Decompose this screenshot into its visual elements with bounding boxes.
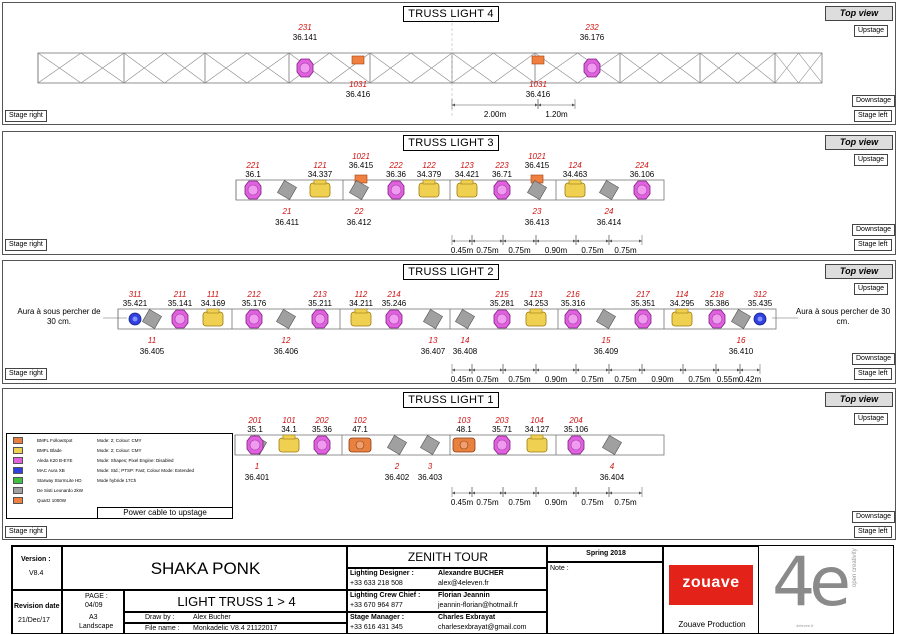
fixture-number: 13 bbox=[428, 336, 438, 345]
dimension-label: 0.75m bbox=[476, 498, 499, 507]
fixture-stormlite-24[interactable] bbox=[599, 180, 618, 199]
fixture-quartz-1031[interactable] bbox=[532, 56, 544, 64]
fixture-address: 36.414 bbox=[596, 218, 622, 227]
tour-cell bbox=[347, 546, 547, 568]
fixture-blade-101[interactable] bbox=[279, 435, 299, 452]
fixture-address: 36.410 bbox=[728, 347, 754, 356]
fixture-aleda-222[interactable] bbox=[388, 181, 404, 199]
fixture-address: 36.413 bbox=[524, 218, 550, 227]
draw-by-label: Draw by : bbox=[145, 614, 175, 621]
fixture-number: 231 bbox=[298, 23, 312, 32]
sm-name: Charles Exbrayat bbox=[438, 614, 496, 621]
top-view-button[interactable]: Top view bbox=[825, 135, 893, 150]
artist-cell bbox=[62, 546, 347, 590]
ld-cell bbox=[347, 568, 547, 590]
fixture-aleda-223[interactable] bbox=[494, 181, 510, 199]
aura-note-left: Aura à sous percher de 30 cm. bbox=[17, 307, 101, 326]
fixture-number: 1031 bbox=[529, 80, 547, 89]
panel-title: TRUSS LIGHT 3 bbox=[403, 135, 499, 151]
legend-fixture-mode: Mode: 2; Colour: CMY bbox=[97, 438, 142, 443]
fixture-address: 36.416 bbox=[345, 90, 371, 99]
stage-left-button[interactable]: Stage left bbox=[854, 368, 892, 380]
file-cell bbox=[124, 623, 347, 634]
dimension-label: 0.55m bbox=[716, 375, 740, 384]
fixture-number: 222 bbox=[389, 161, 403, 170]
dimension-label: 0.75m bbox=[508, 246, 531, 255]
fixture-stormlite-16[interactable] bbox=[731, 309, 750, 328]
fixture-aleda-231[interactable] bbox=[297, 59, 313, 77]
fixture-blade-122[interactable] bbox=[419, 180, 439, 197]
fixture-address: 34.463 bbox=[562, 170, 588, 179]
downstage-button[interactable]: Downstage bbox=[852, 511, 895, 523]
fixture-aleda-215[interactable] bbox=[494, 310, 510, 328]
dimension-label: 0.45m bbox=[450, 375, 474, 384]
fixture-number: 232 bbox=[585, 23, 599, 32]
fixture-number: 1021 bbox=[528, 152, 546, 161]
fixture-number: 224 bbox=[635, 161, 649, 170]
fixture-stormlite-22[interactable] bbox=[349, 180, 368, 199]
fixture-aleda-218[interactable] bbox=[709, 310, 725, 328]
company-name: Zouave Production bbox=[678, 620, 746, 629]
fixture-blade-113[interactable] bbox=[526, 309, 546, 326]
top-view-button[interactable]: Top view bbox=[825, 392, 893, 407]
fixture-number: 201 bbox=[248, 416, 262, 425]
logo-4e-tagline: open creativity bbox=[852, 548, 858, 587]
fixture-aleda-216[interactable] bbox=[565, 310, 581, 328]
fixture-address: 34.127 bbox=[524, 425, 550, 434]
fixture-address: 34.379 bbox=[416, 170, 442, 179]
fixture-number: 312 bbox=[753, 290, 767, 299]
stage-right-button[interactable]: Stage right bbox=[5, 526, 47, 538]
revision-cell bbox=[12, 590, 62, 634]
version-value: V8.4 bbox=[29, 570, 44, 577]
fixture-address: 35.71 bbox=[491, 425, 513, 434]
fixture-stormlite-13[interactable] bbox=[423, 309, 442, 328]
fixture-number: 102 bbox=[353, 416, 367, 425]
dimension-line-1 bbox=[452, 487, 642, 497]
fixture-address: 35.106 bbox=[563, 425, 589, 434]
fixture-address: 36.403 bbox=[417, 473, 443, 482]
draw-by-value: Alex Bucher bbox=[193, 614, 231, 621]
stage-right-button[interactable]: Stage right bbox=[5, 239, 47, 251]
fixture-number: 24 bbox=[604, 207, 614, 216]
fixture-stormlite-12[interactable] bbox=[276, 309, 295, 328]
page-value: 04/09 bbox=[85, 602, 103, 609]
fixture-aleda-213[interactable] bbox=[312, 310, 328, 328]
fixture-number: 121 bbox=[313, 161, 327, 170]
fixture-aleda-212[interactable] bbox=[246, 310, 262, 328]
dimension-label: 2.00m bbox=[483, 110, 507, 119]
fixture-number: 202 bbox=[315, 416, 329, 425]
revision-label: Revision date bbox=[14, 603, 60, 610]
fixture-address: 35.435 bbox=[747, 299, 773, 308]
fixture-number: 213 bbox=[313, 290, 327, 299]
fixture-stormlite-23[interactable] bbox=[527, 180, 546, 199]
dimension-line-4 bbox=[452, 99, 575, 109]
dimension-label: 0.75m bbox=[614, 246, 637, 255]
note-label: Note : bbox=[550, 565, 569, 572]
version-label: Version : bbox=[21, 556, 51, 563]
legend-fixture-name: De Sisti Leonardo 2kW bbox=[37, 488, 84, 493]
file-label: File name : bbox=[145, 625, 180, 632]
legend-fixture-name: Starway StormLite HD bbox=[37, 478, 82, 483]
downstage-button[interactable]: Downstage bbox=[852, 95, 895, 107]
fixture-aleda-201[interactable] bbox=[247, 436, 263, 454]
fixture-address: 36.106 bbox=[629, 170, 655, 179]
fixture-blade-123[interactable] bbox=[457, 180, 477, 197]
fixture-aleda-211[interactable] bbox=[172, 310, 188, 328]
stage-left-button[interactable]: Stage left bbox=[854, 239, 892, 251]
fixture-number: 123 bbox=[460, 161, 474, 170]
fixture-stormlite-4[interactable] bbox=[602, 435, 621, 454]
sm-mail: charlesexbrayat@gmail.com bbox=[438, 624, 527, 631]
legend-fixture-name: Aleda K20 B-EYE bbox=[37, 458, 73, 463]
top-view-button[interactable]: Top view bbox=[825, 264, 893, 279]
fixture-stormlite-14[interactable] bbox=[455, 309, 474, 328]
fixture-number: 23 bbox=[532, 207, 542, 216]
dimension-line-2 bbox=[452, 364, 760, 374]
legend-fixture-name: BMFL Blade bbox=[37, 448, 62, 453]
fixture-aleda-214[interactable] bbox=[386, 310, 402, 328]
fixture-number: 122 bbox=[422, 161, 436, 170]
fixture-address: 35.351 bbox=[630, 299, 656, 308]
fixture-address: 34.253 bbox=[523, 299, 549, 308]
fixture-address: 36.141 bbox=[292, 33, 318, 42]
fixture-address: 36.402 bbox=[384, 473, 410, 482]
dimension-label: 0.75m bbox=[508, 498, 531, 507]
fixture-address: 34.1 bbox=[281, 425, 297, 434]
sm-label: Stage Manager : bbox=[350, 614, 405, 621]
dimension-label: 0.42m bbox=[738, 375, 762, 384]
fixture-address: 35.141 bbox=[167, 299, 193, 308]
dimension-label: 0.45m bbox=[450, 498, 474, 507]
lcc-name: Florian Jeannin bbox=[438, 592, 490, 599]
tour-name: ZENITH TOUR bbox=[407, 550, 489, 564]
fixture-address: 35.1 bbox=[247, 425, 263, 434]
fixture-address: 34.337 bbox=[307, 170, 333, 179]
dimension-label: 0.45m bbox=[450, 246, 474, 255]
fixture-address: 36.1 bbox=[245, 170, 261, 179]
file-value: Monkadelic V8.4 21122017 bbox=[193, 625, 278, 632]
fixture-aleda-217[interactable] bbox=[635, 310, 651, 328]
lcc-label: Lighting Crew Chief : bbox=[350, 592, 421, 599]
fixture-address: 36.415 bbox=[348, 161, 374, 170]
dimension-label: 0.90m bbox=[544, 375, 568, 384]
dimension-label: 0.90m bbox=[651, 375, 674, 384]
fixture-address: 35.316 bbox=[560, 299, 586, 308]
stage-right-button[interactable]: Stage right bbox=[5, 110, 47, 122]
fixture-number: 1031 bbox=[349, 80, 367, 89]
top-view-button[interactable]: Top view bbox=[825, 6, 893, 21]
fixture-number: 1021 bbox=[352, 152, 370, 161]
fixture-number: 204 bbox=[569, 416, 583, 425]
fixture-number: 21 bbox=[282, 207, 292, 216]
fixture-aleda-221[interactable] bbox=[245, 181, 261, 199]
fixture-number: 216 bbox=[566, 290, 580, 299]
fixture-address: 35.36 bbox=[311, 425, 333, 434]
fixture-aleda-204[interactable] bbox=[568, 436, 584, 454]
truss-3 bbox=[236, 180, 664, 200]
fixture-number: 15 bbox=[601, 336, 611, 345]
downstage-button[interactable]: Downstage bbox=[852, 224, 895, 236]
fixture-blade-121[interactable] bbox=[310, 180, 330, 197]
draw-by-cell bbox=[124, 612, 347, 623]
note-cell bbox=[547, 562, 663, 634]
fixture-address: 35.176 bbox=[241, 299, 267, 308]
legend-fixture-name: Quartz 1000W bbox=[37, 498, 67, 503]
dimension-label: 1.20m bbox=[545, 110, 568, 119]
fourelevn-logo bbox=[762, 543, 892, 633]
zouave-logo bbox=[669, 565, 753, 605]
fixture-number: 212 bbox=[247, 290, 261, 299]
fixture-number: 112 bbox=[354, 290, 368, 299]
dimension-label: 0.75m bbox=[476, 375, 499, 384]
fixture-number: 103 bbox=[457, 416, 471, 425]
fixture-number: 2 bbox=[394, 462, 400, 471]
fixture-address: 36.409 bbox=[593, 347, 619, 356]
logo-4e-web: 4eleven.fr bbox=[796, 623, 814, 628]
fixture-stormlite-2[interactable] bbox=[387, 435, 406, 454]
logo-4e-mark: 4e bbox=[772, 543, 846, 622]
panel-title: TRUSS LIGHT 2 bbox=[403, 264, 499, 280]
fixture-address: 34.295 bbox=[669, 299, 695, 308]
version-cell bbox=[12, 546, 62, 590]
fixture-address: 36.404 bbox=[599, 473, 625, 482]
dimension-label: 0.75m bbox=[581, 246, 604, 255]
fixture-blade-112[interactable] bbox=[351, 309, 371, 326]
fixture-number: 221 bbox=[246, 161, 260, 170]
fixture-stormlite-3[interactable] bbox=[420, 435, 439, 454]
stage-left-button[interactable]: Stage left bbox=[854, 110, 892, 122]
fixture-blade-124[interactable] bbox=[565, 180, 585, 197]
sm-phone: +33 616 431 345 bbox=[350, 624, 403, 631]
artist-name: SHAKA PONK bbox=[150, 559, 261, 578]
fixture-aura-311[interactable] bbox=[129, 313, 141, 325]
fixture-stormlite-21[interactable] bbox=[277, 180, 296, 199]
legend-fixture-mode: Mode: Shapes; Pixel Engine: Disabled bbox=[97, 458, 174, 463]
fixture-address: 36.176 bbox=[579, 33, 605, 42]
fixture-address: 36.36 bbox=[385, 170, 407, 179]
upstage-button[interactable]: Upstage bbox=[854, 154, 888, 166]
fixture-number: 113 bbox=[529, 290, 543, 299]
fixture-address: 36.416 bbox=[525, 90, 551, 99]
dimension-label: 0.75m bbox=[614, 375, 637, 384]
fixture-stormlite-11[interactable] bbox=[142, 309, 161, 328]
legend-fixture-mode: Mode: 2; Colour: CMY bbox=[97, 448, 142, 453]
lcc-mail: jeannin-florian@hotmail.fr bbox=[438, 602, 518, 609]
fixture-address: 35.421 bbox=[122, 299, 148, 308]
lcc-cell bbox=[347, 590, 547, 612]
fixture-number: 218 bbox=[710, 290, 724, 299]
fixture-address: 36.406 bbox=[273, 347, 299, 356]
stage-left-button[interactable]: Stage left bbox=[854, 526, 892, 538]
fixture-number: 11 bbox=[147, 336, 157, 345]
revision-value: 21/Dec/17 bbox=[18, 617, 50, 624]
fixture-number: 311 bbox=[128, 290, 142, 299]
fixture-address: 34.211 bbox=[349, 299, 373, 308]
dimension-label: 0.90m bbox=[544, 498, 568, 507]
fixture-address: 34.169 bbox=[200, 299, 226, 308]
panel-title: TRUSS LIGHT 4 bbox=[403, 6, 499, 22]
fixture-number: 215 bbox=[495, 290, 509, 299]
title-block bbox=[11, 545, 894, 634]
upstage-button[interactable]: Upstage bbox=[854, 283, 888, 295]
fixture-number: 211 bbox=[173, 290, 187, 299]
fixture-address: 34.421 bbox=[454, 170, 480, 179]
fixture-address: 36.408 bbox=[452, 347, 478, 356]
upstage-button[interactable]: Upstage bbox=[854, 413, 888, 425]
drawing-title-cell bbox=[124, 590, 347, 612]
dimension-label: 0.75m bbox=[476, 246, 499, 255]
fixture-blade-114[interactable] bbox=[672, 309, 692, 326]
ld-label: Lighting Designer : bbox=[350, 570, 414, 577]
dimension-label: 0.75m bbox=[688, 375, 711, 384]
fixture-address: 36.401 bbox=[244, 473, 270, 482]
fixture-blade-111[interactable] bbox=[203, 309, 223, 326]
fixture-aleda-232[interactable] bbox=[584, 59, 600, 77]
dimension-label: 0.90m bbox=[544, 246, 568, 255]
fixture-address: 36.71 bbox=[491, 170, 513, 179]
fixture-number: 14 bbox=[460, 336, 470, 345]
fixture-address: 48.1 bbox=[456, 425, 472, 434]
downstage-button[interactable]: Downstage bbox=[852, 353, 895, 365]
fixture-number: 12 bbox=[281, 336, 291, 345]
power-cable-label: Power cable to upstage bbox=[97, 507, 233, 519]
fixture-number: 217 bbox=[636, 290, 650, 299]
fixture-number: 223 bbox=[495, 161, 509, 170]
fixture-number: 101 bbox=[282, 416, 296, 425]
fixture-stormlite-15[interactable] bbox=[596, 309, 615, 328]
orientation-value: Landscape bbox=[79, 623, 114, 630]
aura-note-right: Aura à sous percher de 30 cm. bbox=[795, 307, 891, 326]
fixture-aleda-224[interactable] bbox=[634, 181, 650, 199]
dimension-label: 0.75m bbox=[508, 375, 531, 384]
fixture-number: 16 bbox=[736, 336, 746, 345]
fixture-number: 111 bbox=[206, 290, 220, 299]
fixture-address: 36.407 bbox=[420, 347, 446, 356]
fixture-address: 35.246 bbox=[381, 299, 407, 308]
fixture-aleda-202[interactable] bbox=[314, 436, 330, 454]
drawing-title: LIGHT TRUSS 1 > 4 bbox=[177, 594, 296, 609]
upstage-button[interactable]: Upstage bbox=[854, 25, 888, 37]
legend-fixture-name: MAC Aura XB bbox=[37, 468, 65, 473]
dimension-label: 0.75m bbox=[581, 375, 604, 384]
fixture-aleda-203[interactable] bbox=[494, 436, 510, 454]
fixture-followspot-102[interactable] bbox=[349, 438, 371, 452]
page-label: PAGE : bbox=[85, 593, 108, 600]
ld-name: Alexandre BUCHER bbox=[438, 570, 504, 577]
fixture-number: 104 bbox=[530, 416, 544, 425]
dimension-label: 0.75m bbox=[581, 498, 604, 507]
fixture-number: 214 bbox=[387, 290, 401, 299]
fixture-number: 1 bbox=[254, 462, 260, 471]
fixture-address: 36.405 bbox=[139, 347, 165, 356]
fixture-address: 36.411 bbox=[275, 218, 299, 227]
lcc-phone: +33 670 964 877 bbox=[350, 602, 403, 609]
page-cell bbox=[62, 590, 124, 634]
sm-cell bbox=[347, 612, 547, 634]
fixture-address: 36.412 bbox=[346, 218, 372, 227]
legend-fixture-name: BMFL FollowSpot bbox=[37, 438, 73, 443]
legend-fixture-mode: Mode hybride 17Ch bbox=[97, 478, 137, 483]
fixture-blade-104[interactable] bbox=[527, 435, 547, 452]
season-cell bbox=[547, 546, 663, 562]
format-value: A3 bbox=[89, 614, 98, 621]
fixture-address: 35.281 bbox=[489, 299, 515, 308]
fixture-followspot-103[interactable] bbox=[453, 438, 475, 452]
dimension-line-3 bbox=[452, 235, 642, 245]
stage-right-button[interactable]: Stage right bbox=[5, 368, 47, 380]
truss-4 bbox=[38, 53, 822, 83]
fixture-address: 36.415 bbox=[524, 161, 550, 170]
fixture-number: 124 bbox=[568, 161, 582, 170]
fixture-number: 203 bbox=[495, 416, 509, 425]
fixture-quartz-1031[interactable] bbox=[352, 56, 364, 64]
fixture-number: 4 bbox=[609, 462, 615, 471]
fixture-number: 22 bbox=[354, 207, 364, 216]
ld-phone: +33 633 218 508 bbox=[350, 580, 403, 587]
panel-title: TRUSS LIGHT 1 bbox=[403, 392, 499, 408]
fixture-number: 114 bbox=[675, 290, 689, 299]
dimension-label: 0.75m bbox=[614, 498, 637, 507]
fixture-aura-312[interactable] bbox=[754, 313, 766, 325]
fixture-address: 47.1 bbox=[352, 425, 368, 434]
ld-mail: alex@4eleven.fr bbox=[438, 580, 489, 587]
fixture-number: 3 bbox=[427, 462, 433, 471]
fixture-address: 35.211 bbox=[308, 299, 332, 308]
season-value: Spring 2018 bbox=[586, 550, 626, 557]
legend-fixture-mode: Mode: Std.; PTSP: Fast; Colour Mode: Extended bbox=[97, 468, 195, 473]
zouave-logo-text: zouave bbox=[682, 574, 740, 591]
fixture-address: 35.386 bbox=[704, 299, 730, 308]
company-cell bbox=[663, 546, 759, 634]
